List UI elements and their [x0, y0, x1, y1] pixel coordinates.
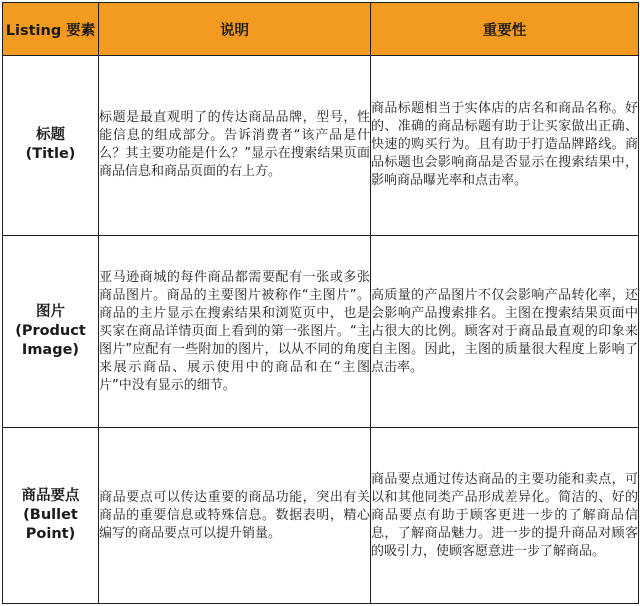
row-heading-en: (Bullet Point): [23, 507, 78, 543]
row-importance: 高质量的产品图片不仅会影响产品转化率，还会影响产品搜索排名。主图在搜索结果页面中占很大的比例。顾客对于商品最直观的印象来自主图。因此，主图的质量很大程度上影响了点击率。: [371, 235, 639, 427]
row-description: 商品要点可以传达重要的商品功能，突出有关商品的重要信息或特殊信息。数据表明，精心编写的商品要点可以提升销量。: [99, 428, 371, 604]
table-row-bullet-point: [3, 428, 639, 604]
row-heading-en: (Product Image): [15, 323, 86, 358]
row-heading: [3, 235, 99, 427]
row-description: 亚马逊商城的每件商品都需要配有一张或多张商品图片。商品的主要图片被称作“主图片”。商品的主片显示在搜索结果和浏览页中，也是买家在商品详情页面上看到的第一张图片。“主图片”应配有一些附加的图片，以从不同的角度来展示商品、展示使用中的商品和在“主图片”中没有显示的细节。: [99, 235, 371, 427]
table-row-title: [3, 56, 639, 236]
listing-elements-table: [2, 2, 639, 604]
row-heading: [3, 428, 99, 604]
row-heading-cn: 商品要点: [21, 488, 80, 505]
row-importance: 商品标题相当于实体店的店名和商品名称。好的、准确的商品标题有助于让买家做出正确、快速的购买行为。且有助于打造品牌路线。商品标题也会影响商品是否显示在搜索结果中，影响商品曝光率和点击率。: [371, 56, 639, 236]
table-header-row: [3, 3, 639, 56]
header-listing-element: Listing 要素: [3, 3, 99, 56]
row-heading-cn: 标题: [36, 127, 65, 144]
row-importance: 商品要点通过传达商品的主要功能和卖点，可以和其他同类产品形成差异化。简洁的、好的商品要点有助于顾客更进一步的了解商品信息，了解商品魅力。进一步的提升商品对顾客的吸引力，使顾客愿意进一步了解商品。: [371, 428, 639, 604]
table-row-product-image: [3, 235, 639, 427]
row-heading-cn: 图片: [36, 304, 65, 320]
header-description: 说明: [99, 3, 371, 56]
row-heading: [3, 56, 99, 236]
header-importance: 重要性: [371, 3, 639, 56]
row-description: 标题是最直观明了的传达商品品牌，型号，性能信息的组成部分。告诉消费者“该产品是什么？其主要功能是什么？”显示在搜索结果页面商品信息和商品页面的右上方。: [99, 56, 371, 236]
row-heading-en: (Title): [25, 146, 76, 163]
